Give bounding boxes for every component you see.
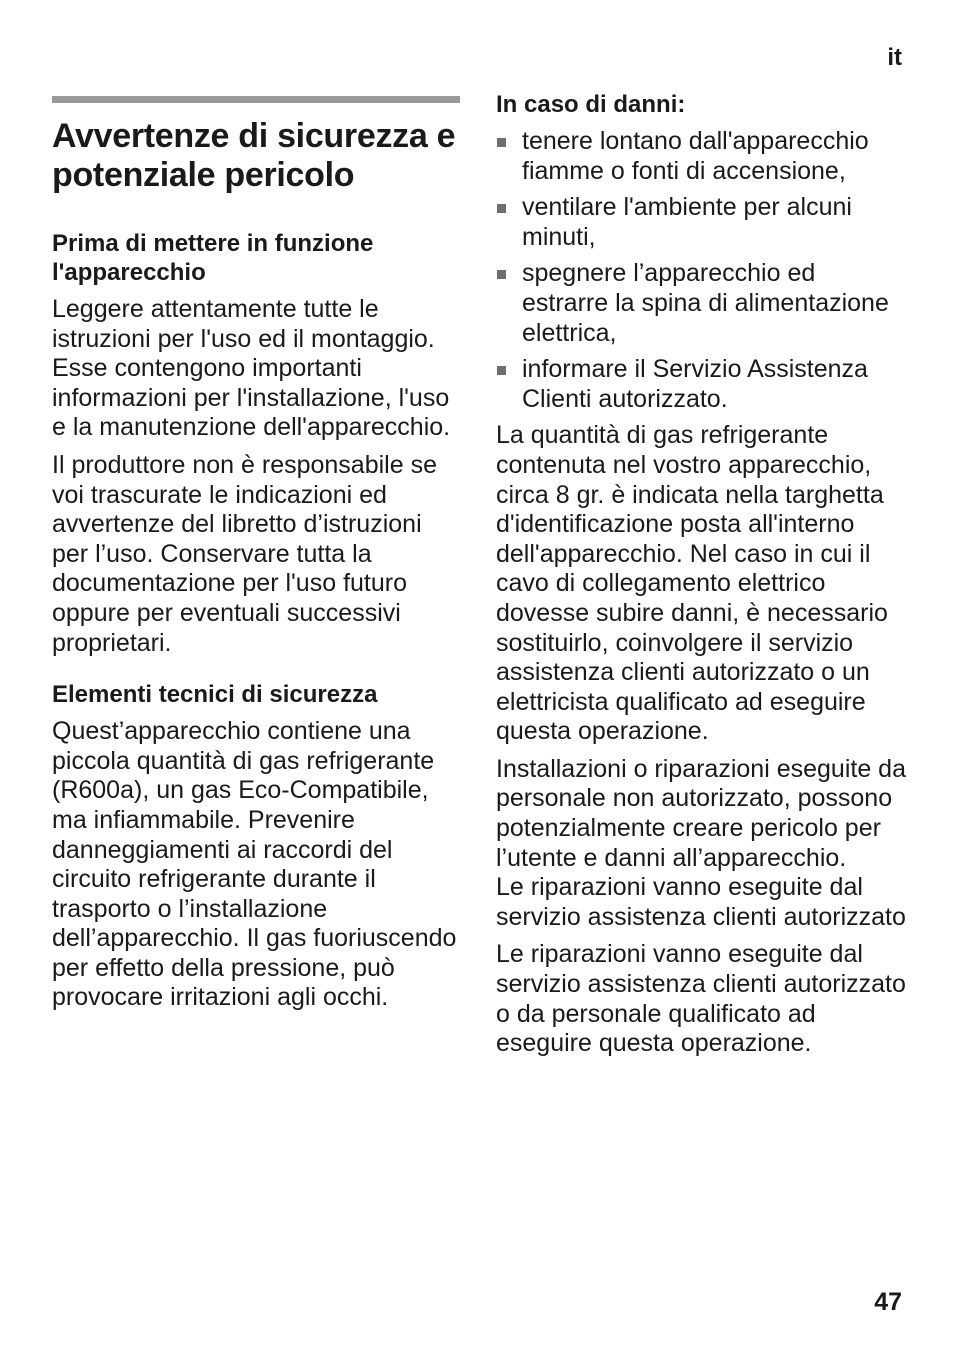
page-number: 47 [874,1288,902,1316]
paragraph-repairs-service: Le riparazioni vanno eseguite dal servizio assistenza clienti autorizzato [496,873,906,931]
left-column [52,96,460,1021]
section-rule [52,96,460,103]
paragraph-producer-liability: Il produttore non è responsabile se voi trascurate le indicazioni ed avvertenze del libretto d’istruzioni per l’uso. Conservare tutta la documentazione per l'uso futuro oppure per eventuali successivi proprietari. [52,450,437,657]
language-tag: it [887,44,902,71]
section-heading-in-case-of-damage: In caso di danni: [496,91,686,118]
list-item-text: tenere lontano dall'apparecchio fiamme o fonti di accensione, [522,127,869,185]
square-bullet-icon [497,366,506,375]
list-item [496,355,906,414]
list-item-text: ventilare l'ambiente per alcuni minuti, [522,193,852,251]
square-bullet-icon [497,138,506,147]
right-column [496,90,906,1067]
damage-steps-list [496,127,906,414]
square-bullet-icon [497,204,506,213]
list-item [496,193,906,252]
section-heading-safety-elements: Elementi tecnici di sicurezza [52,681,378,709]
list-item-text: informare il Servizio Assistenza Clienti autorizzato. [522,355,868,413]
list-item [496,127,906,186]
page-title: Avvertenze di sicurezza e potenziale pericolo [52,117,456,194]
paragraph-refrigerant-gas: Quest’apparecchio contiene una piccola quantità di gas refrigerante (R600a), un gas Eco-Compatibile, ma infiammabile. Prevenire danneggiamenti ai raccordi del circuito refrigerante durante il trasporto o l’installazione dell’apparecchio. Il gas fuoriuscendo per effetto della pressione, può provocare irritazioni agli occhi. [52,717,457,1012]
paragraph-unauthorized-repairs: Installazioni o riparazioni eseguite da personale non autorizzato, possono potenzialmente creare pericolo per l’utente e danni all’apparecchio. [496,754,906,872]
paragraph-gas-quantity: La quantità di gas refrigerante contenuta nel vostro apparecchio, circa 8 gr. è indicata nella targhetta d'identificazione posta all'interno dell'apparecchio. Nel caso in cui il cavo di collegamento elettrico dovesse subire danni, è necessario sostituirlo, coinvolgere il servizio assistenza clienti autorizzato o un elettricista qualificato ad eseguire questa operazione. [496,421,888,746]
paragraph-repairs-qualified: Le riparazioni vanno eseguite dal servizio assistenza clienti autorizzato o da personale qualificato ad eseguire questa operazione. [496,940,906,1058]
list-item [496,259,906,348]
section-heading-before-use: Prima di mettere in funzione l'apparecchio [52,230,374,286]
square-bullet-icon [497,270,506,279]
list-item-text: spegnere l’apparecchio ed estrarre la spina di alimentazione elettrica, [522,259,889,347]
paragraph-read-instructions: Leggere attentamente tutte le istruzioni per l'uso ed il montaggio. Esse contengono importanti informazioni per l'installazione, l'uso e la manutenzione dell'apparecchio. [52,295,451,442]
